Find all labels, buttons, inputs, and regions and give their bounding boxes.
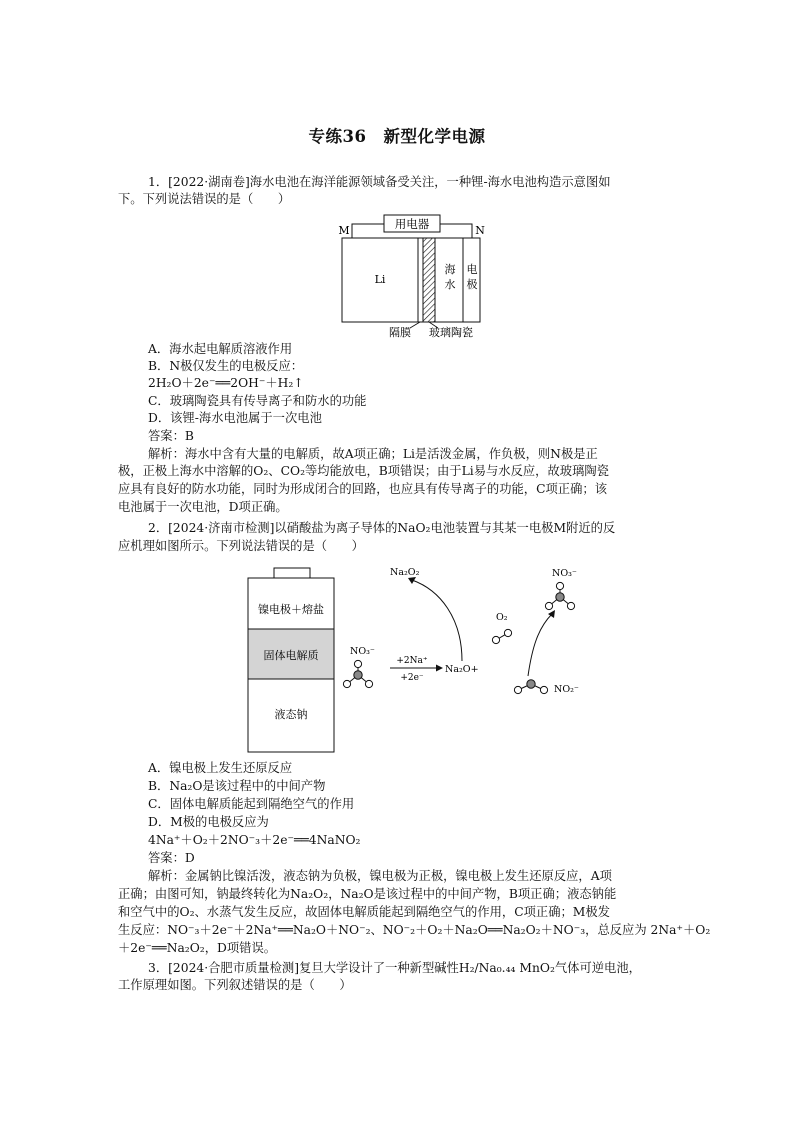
glass-ceramic <box>423 238 435 322</box>
nitrate-right-label: NO₃⁻ <box>552 568 577 579</box>
glass-ceramic-label: 玻璃陶瓷 <box>429 326 473 339</box>
cell-cap <box>274 568 310 578</box>
q2-analysis-line5: ＋2e⁻══Na₂O₂，D项错误。 <box>118 941 277 955</box>
q1-analysis-line1: 解析：海水中含有大量的电解质，故A项正确；Li是活泼金属，作负极，则N极是正 <box>148 447 598 461</box>
wire-right <box>440 224 472 238</box>
separator-label: 隔膜 <box>389 326 411 339</box>
q1-option-b-equation: 2H₂O＋2e⁻══2OH⁻＋H₂↑ <box>148 376 304 390</box>
q2-stem-line2: 应机理如图所示。下列说法错误的是（ ） <box>118 539 364 553</box>
o2-molecule <box>492 629 511 643</box>
electrode-label-2: 极 <box>466 278 478 291</box>
q2-option-d: D．M极的电极反应为 <box>148 815 269 829</box>
q2-option-c: C．固体电解质能起到隔绝空气的作用 <box>148 797 355 811</box>
step-top-label: +2Na⁺ <box>396 656 428 666</box>
o2-label: O₂ <box>496 612 508 623</box>
curve-to-na2o2 <box>412 580 462 661</box>
nitrate-left-label: NO₃⁻ <box>350 646 375 657</box>
seawater-label-2: 水 <box>444 278 456 291</box>
q2-answer: 答案：D <box>148 851 195 865</box>
seawater-label-1: 海 <box>444 263 456 276</box>
nitrite-molecule <box>514 680 547 694</box>
q2-stem-line1: 2．[2024·济南市检测]以硝酸盐为离子导体的NaO₂电池装置与其某一电极M附近的反 <box>148 521 616 535</box>
q1-option-a: A．海水起电解质溶液作用 <box>148 342 293 356</box>
nitrite-label: NO₂⁻ <box>554 684 579 695</box>
q2-option-a: A．镍电极上发生还原反应 <box>148 761 293 775</box>
q1-battery-diagram <box>330 210 500 342</box>
curve-to-nitrate <box>528 614 552 676</box>
page-title: 专练36 新型化学电源 <box>308 127 486 146</box>
q2-option-b: B．Na₂O是该过程中的中间产物 <box>148 779 326 793</box>
na2o2-label: Na₂O₂ <box>390 567 420 578</box>
na2o-label: Na₂O+ <box>445 664 479 675</box>
q1-stem-line1: 1．[2022·湖南卷]海水电池在海洋能源领域备受关注，一种锂-海水电池构造示意图如 <box>148 175 611 189</box>
q2-cell-and-mechanism-diagram <box>240 558 590 758</box>
electrode-label-1: 电 <box>466 263 478 276</box>
step-bottom-label: +2e⁻ <box>400 673 424 683</box>
q1-option-c: C．玻璃陶瓷具有传导离子和防水的功能 <box>148 394 367 408</box>
wire-left <box>352 224 384 238</box>
q3-stem-line2: 工作原理如图。下列叙述错误的是（ ） <box>118 978 352 992</box>
q1-analysis-line4: 电池属于一次电池，D项正确。 <box>118 500 288 514</box>
solid-electrolyte-label: 固体电解质 <box>263 649 319 662</box>
q3-stem-line1: 3．[2024·合肥市质量检测]复旦大学设计了一种新型碱性H₂/Na₀.₄₄ MnO₂气体可逆电池， <box>148 961 641 975</box>
q2-option-d-equation: 4Na⁺＋O₂＋2NO⁻₃＋2e⁻══4NaNO₂ <box>148 833 361 847</box>
liquid-sodium-label: 液态钠 <box>274 708 308 721</box>
terminal-n: N <box>475 224 485 237</box>
nitrate-left-molecule <box>343 660 372 687</box>
terminal-m: M <box>338 224 350 237</box>
q1-stem-line2: 下。下列说法错误的是（ ） <box>118 192 291 206</box>
q1-option-d: D．该锂-海水电池属于一次电池 <box>148 411 322 425</box>
li-label: Li <box>374 273 386 286</box>
device-label: 用电器 <box>394 217 430 231</box>
q2-analysis-line1: 解析：金属钠比镍活泼，液态钠为负极，镍电极为正极，镍电极上发生还原反应，A项 <box>148 869 612 883</box>
q1-option-b: B．N极仅发生的电极反应： <box>148 359 304 373</box>
q2-analysis-line2: 正确；由图可知，钠最终转化为Na₂O₂，Na₂O是该过程中的中间产物，B项正确；液态钠能 <box>118 887 617 901</box>
nickel-electrode-label: 镍电极＋熔盐 <box>258 603 324 616</box>
q2-analysis-line4: 生反应：NO⁻₃＋2e⁻＋2Na⁺══Na₂O＋NO⁻₂、NO⁻₂＋O₂＋Na₂O══Na₂O₂＋NO⁻₃，总反应为 2Na⁺＋O₂ <box>118 923 711 937</box>
q2-analysis-line3: 和空气中的O₂、水蒸气发生反应，故固体电解质能起到隔绝空气的作用，C项正确；M极发 <box>118 905 610 919</box>
q1-analysis-line2: 极，正极上海水中溶解的O₂、CO₂等均能放电，B项错误；由于Li易与水反应，故玻璃陶瓷 <box>118 464 609 478</box>
nitrate-right-molecule <box>545 582 574 609</box>
q1-answer: 答案：B <box>148 429 194 443</box>
q1-analysis-line3: 应具有良好的防水功能，同时为形成闭合的回路，也应具有传导离子的功能，C项正确；该 <box>118 482 607 496</box>
separator <box>418 238 423 322</box>
